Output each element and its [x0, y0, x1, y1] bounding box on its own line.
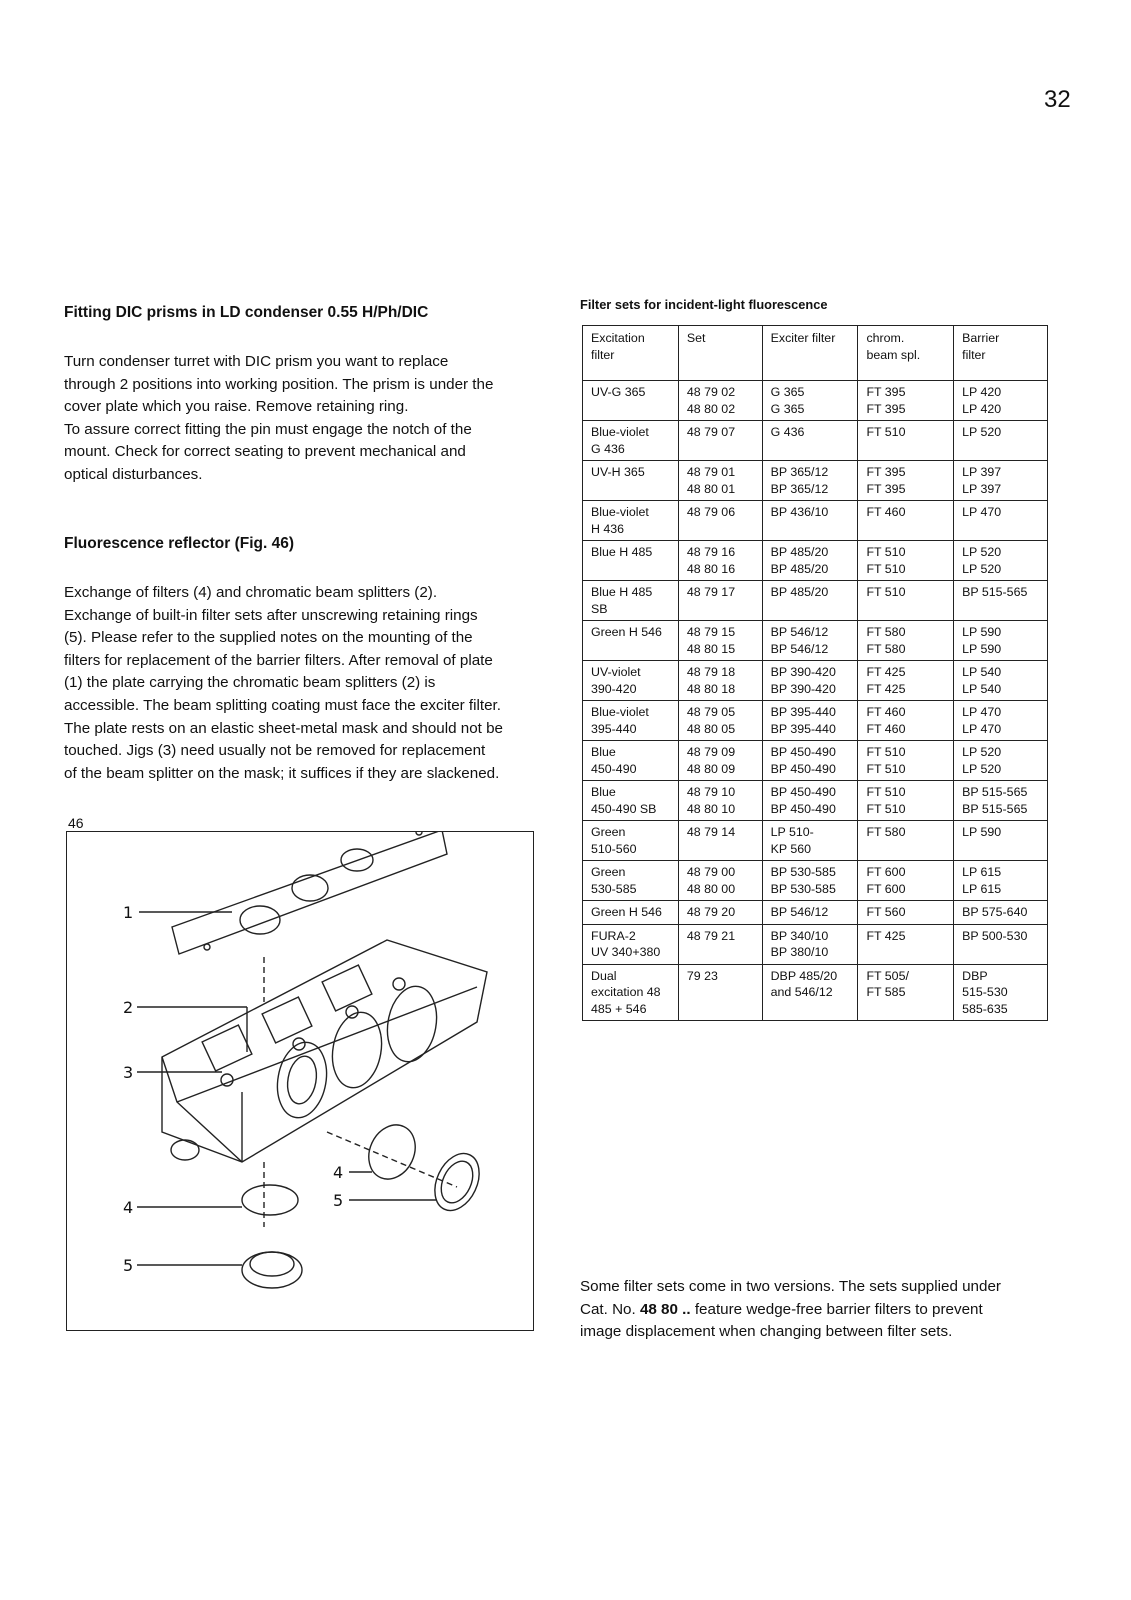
excitation-filter-cell	[583, 661, 679, 701]
callout-1: 1	[123, 903, 134, 922]
cell-text: 48 79 07	[686, 425, 736, 439]
cell-text: BP 500-530	[962, 928, 1028, 943]
table-row	[583, 621, 1048, 661]
cell-text: 48 79 00	[686, 865, 736, 879]
cell-text: FT 560	[866, 905, 906, 919]
cell-text: BP 450-490	[770, 761, 836, 776]
text-line: To assure correct fitting the pin must engage the notch of the	[64, 420, 472, 438]
callout-4: 4	[123, 1198, 134, 1217]
table-row	[583, 541, 1048, 581]
set-cell	[678, 541, 762, 581]
cell-text: 48 79 21	[686, 928, 736, 943]
excitation-filter-cell	[583, 381, 679, 421]
beam-splitter-cell	[858, 541, 954, 581]
cell-text: FT 510	[866, 561, 906, 576]
set-cell	[678, 381, 762, 421]
excitation-filter-cell	[583, 781, 679, 821]
cell-text: FT 505/	[866, 968, 909, 983]
cell-text: 48 79 18	[686, 665, 736, 679]
cat-number: 48 80 ..	[639, 1300, 691, 1318]
cell-text: BP 436/10	[770, 505, 829, 519]
text-line: The plate rests on an elastic sheet-metal mask and should not be	[64, 719, 503, 737]
cell-text: FURA-2	[591, 928, 636, 943]
cell-text: BP 575-640	[962, 905, 1028, 919]
barrier-filter-cell	[954, 861, 1048, 901]
barrier-filter-cell	[954, 621, 1048, 661]
cell-text: 530-585	[591, 881, 637, 896]
filter-sets-table	[582, 325, 1048, 1021]
set-cell	[678, 861, 762, 901]
beam-splitter-cell	[858, 581, 954, 621]
text-line: (1) the plate carrying the chromatic beam splitters (2) is	[64, 674, 436, 692]
set-cell	[678, 964, 762, 1021]
cell-text: 450-490 SB	[591, 801, 657, 816]
excitation-filter-cell	[583, 741, 679, 781]
table-row	[583, 781, 1048, 821]
cell-text: BP 390-420	[770, 665, 836, 679]
beam-splitter-cell	[858, 924, 954, 964]
beam-splitter-cell	[858, 901, 954, 925]
cell-text: 48 80 01	[686, 481, 736, 496]
cell-text: filter	[591, 347, 615, 362]
cell-text: FT 395	[866, 481, 906, 496]
header-cell	[678, 326, 762, 381]
cell-text: BP 450-490	[770, 801, 836, 816]
barrier-filter-cell	[954, 381, 1048, 421]
exciter-filter-cell	[762, 501, 858, 541]
cell-text: UV 340+380	[591, 945, 661, 959]
text-line: Exchange of built-in filter sets after unscrewing retaining rings	[64, 606, 478, 624]
text-line: touched. Jigs (3) need usually not be removed for replacement	[64, 742, 486, 760]
table-row	[583, 581, 1048, 621]
cell-text: BP 546/12	[770, 641, 829, 656]
table-row	[583, 821, 1048, 861]
text-line: accessible. The beam splitting coating must face the exciter filter.	[64, 696, 501, 714]
cell-text: LP 520	[962, 425, 1002, 439]
figure-label: 46	[68, 815, 84, 831]
cover-plate-shape	[172, 832, 447, 954]
cell-text: FT 580	[866, 641, 906, 656]
excitation-filter-cell	[583, 421, 679, 461]
cell-text: LP 520	[962, 561, 1002, 576]
barrier-filter-cell	[954, 461, 1048, 501]
excitation-filter-cell	[583, 964, 679, 1021]
text-line: (5). Please refer to the supplied notes on the mounting of the	[64, 629, 473, 647]
cell-text: 585-635	[962, 1001, 1008, 1016]
header-cell	[858, 326, 954, 381]
cell-text: FT 510	[866, 761, 906, 776]
exciter-filter-cell	[762, 964, 858, 1021]
barrier-filter-cell	[954, 581, 1048, 621]
cell-text: G 365	[770, 401, 805, 416]
cell-text: Exciter filter	[770, 331, 836, 345]
cell-text: LP 420	[962, 385, 1002, 399]
cell-text: LP 590	[962, 625, 1002, 639]
set-cell	[678, 621, 762, 661]
cell-text: FT 510	[866, 785, 906, 799]
cell-text: Blue H 485	[591, 545, 653, 559]
cell-text: 485 + 546	[591, 1001, 647, 1016]
cell-text: DBP	[962, 968, 988, 983]
header-cell	[583, 326, 679, 381]
cell-text: LP 397	[962, 465, 1002, 479]
footnote-text: Cat. No.	[580, 1300, 640, 1318]
excitation-filter-cell	[583, 861, 679, 901]
footnote-line: image displacement when changing between filter sets.	[580, 1323, 953, 1341]
cell-text: LP 615	[962, 865, 1002, 879]
table-caption: Filter sets for incident-light fluorescence	[580, 297, 828, 312]
cell-text: 48 79 05	[686, 705, 736, 719]
beam-splitter-cell	[858, 461, 954, 501]
reflector-drawing	[67, 832, 535, 1332]
cell-text: G 436	[770, 425, 805, 439]
set-cell	[678, 461, 762, 501]
cell-text: UV-H 365	[591, 465, 645, 479]
table-row	[583, 901, 1048, 925]
cell-text: 390-420	[591, 681, 637, 696]
barrier-filter-cell	[954, 421, 1048, 461]
exciter-filter-cell	[762, 541, 858, 581]
page-number: 32	[1044, 86, 1071, 113]
cell-text: LP 397	[962, 481, 1002, 496]
cell-text: 48 79 01	[686, 465, 736, 479]
beam-splitter-cell	[858, 964, 954, 1021]
cell-text: BP 485/20	[770, 585, 829, 599]
reflector-section-heading: Fluorescence reflector (Fig. 46)	[64, 535, 294, 552]
exciter-filter-cell	[762, 741, 858, 781]
callout-5: 5	[123, 1256, 134, 1275]
exciter-filter-cell	[762, 381, 858, 421]
cell-text: BP 485/20	[770, 545, 829, 559]
table-row	[583, 701, 1048, 741]
cell-text: excitation 48	[591, 985, 661, 999]
barrier-filter-cell	[954, 821, 1048, 861]
excitation-filter-cell	[583, 461, 679, 501]
cell-text: G 436	[591, 441, 625, 456]
cell-text: 48 79 17	[686, 585, 736, 599]
cell-text: FT 580	[866, 825, 906, 839]
footnote-line	[580, 1299, 1060, 1322]
cell-text: 48 80 09	[686, 761, 736, 776]
cell-text: UV-violet	[591, 665, 641, 679]
set-cell	[678, 701, 762, 741]
footnote-line: Some filter sets come in two versions. The sets supplied under	[580, 1278, 1001, 1295]
cell-text: beam spl.	[866, 347, 921, 362]
header-cell	[954, 326, 1048, 381]
table-row	[583, 661, 1048, 701]
housing-shape	[162, 940, 487, 1162]
beam-splitter-cell	[858, 661, 954, 701]
exciter-filter-cell	[762, 924, 858, 964]
exciter-filter-cell	[762, 901, 858, 925]
cell-text: BP 515-565	[962, 585, 1028, 599]
beam-splitter-cell	[858, 501, 954, 541]
cell-text: SB	[591, 601, 608, 616]
cell-text: Blue H 485	[591, 585, 653, 599]
set-cell	[678, 661, 762, 701]
cell-text: FT 425	[866, 665, 906, 679]
cell-text: Excitation	[591, 331, 645, 345]
filter-table-body	[583, 326, 1048, 1021]
cell-text: BP 515-565	[962, 785, 1028, 799]
excitation-filter-cell	[583, 621, 679, 661]
cell-text: chrom.	[866, 331, 905, 345]
cell-text: LP 420	[962, 401, 1002, 416]
cell-text: 48 79 20	[686, 905, 736, 919]
text-line: Turn condenser turret with DIC prism you want to replace	[64, 353, 449, 370]
table-row	[583, 741, 1048, 781]
cell-text: FT 460	[866, 721, 906, 736]
barrier-filter-cell	[954, 741, 1048, 781]
exciter-filter-cell	[762, 461, 858, 501]
callout-5-right: 5	[333, 1191, 344, 1210]
cell-text: 48 79 15	[686, 625, 736, 639]
barrier-filter-cell	[954, 924, 1048, 964]
beam-splitter-cell	[858, 741, 954, 781]
cell-text: LP 540	[962, 681, 1002, 696]
cell-text: LP 510-	[770, 825, 814, 839]
cell-text: LP 520	[962, 761, 1002, 776]
beam-splitter-cell	[858, 861, 954, 901]
exciter-filter-cell	[762, 661, 858, 701]
callout-2: 2	[123, 998, 134, 1017]
cell-text: Dual	[591, 968, 617, 983]
beam-splitter-cell	[858, 381, 954, 421]
cell-text: 48 80 02	[686, 401, 736, 416]
cell-text: BP 530-585	[770, 881, 836, 896]
exciter-filter-cell	[762, 821, 858, 861]
beam-splitter-cell	[858, 821, 954, 861]
set-cell	[678, 581, 762, 621]
set-cell	[678, 421, 762, 461]
exciter-filter-cell	[762, 421, 858, 461]
barrier-filter-cell	[954, 501, 1048, 541]
cell-text: 48 80 16	[686, 561, 736, 576]
cell-text: 48 79 16	[686, 545, 736, 559]
table-row	[583, 924, 1048, 964]
table-row	[583, 501, 1048, 541]
cell-text: Blue	[591, 745, 616, 759]
cell-text: 48 79 09	[686, 745, 736, 759]
cell-text: Green	[591, 825, 626, 839]
cell-text: and 546/12	[770, 985, 833, 999]
cell-text: G 365	[770, 385, 805, 399]
cell-text: FT 460	[866, 705, 906, 719]
cell-text: filter	[962, 347, 986, 362]
cell-text: BP 485/20	[770, 561, 829, 576]
text-line: through 2 positions into working position. The prism is under the	[64, 375, 494, 393]
cell-text: BP 395-440	[770, 721, 836, 736]
header-cell	[762, 326, 858, 381]
reflector-figure	[66, 831, 534, 1331]
cell-text: FT 600	[866, 865, 906, 879]
reflector-section-body	[64, 582, 564, 785]
beam-splitter-cell	[858, 621, 954, 661]
dic-section-heading: Fitting DIC prisms in LD condenser 0.55 H/Ph/DIC	[64, 304, 429, 321]
text-line: cover plate which you raise. Remove retaining ring.	[64, 398, 409, 416]
cell-text: FT 395	[866, 465, 906, 479]
cell-text: Green H 546	[591, 905, 662, 919]
cell-text: FT 585	[866, 985, 906, 999]
cell-text: H 436	[591, 521, 625, 536]
excitation-filter-cell	[583, 581, 679, 621]
set-cell	[678, 501, 762, 541]
cell-text: BP 450-490	[770, 785, 836, 799]
table-row	[583, 964, 1048, 1021]
set-cell	[678, 821, 762, 861]
cell-text: LP 470	[962, 721, 1002, 736]
cell-text: 79 23	[686, 968, 718, 983]
barrier-filter-cell	[954, 781, 1048, 821]
cell-text: LP 540	[962, 665, 1002, 679]
callout-3: 3	[123, 1063, 134, 1082]
cell-text: Blue-violet	[591, 425, 649, 439]
cell-text: 515-530	[962, 985, 1008, 999]
set-cell	[678, 741, 762, 781]
set-cell	[678, 781, 762, 821]
cell-text: FT 425	[866, 928, 906, 943]
beam-splitter-cell	[858, 421, 954, 461]
cell-text: Blue	[591, 785, 616, 799]
set-cell	[678, 924, 762, 964]
barrier-filter-cell	[954, 541, 1048, 581]
table-row	[583, 381, 1048, 421]
cell-text: FT 600	[866, 881, 906, 896]
callout-4-right: 4	[333, 1163, 344, 1182]
beam-splitter-cell	[858, 781, 954, 821]
cell-text: UV-G 365	[591, 385, 646, 399]
table-row	[583, 861, 1048, 901]
table-row	[583, 461, 1048, 501]
cell-text: Set	[686, 331, 706, 345]
cell-text: Blue-violet	[591, 705, 649, 719]
text-line: Exchange of filters (4) and chromatic beam splitters (2).	[64, 584, 438, 601]
set-cell	[678, 901, 762, 925]
exciter-filter-cell	[762, 621, 858, 661]
barrier-filter-cell	[954, 661, 1048, 701]
cell-text: LP 615	[962, 881, 1002, 896]
cell-text: BP 365/12	[770, 481, 829, 496]
cell-text: 48 79 14	[686, 825, 736, 839]
cell-text: 48 80 05	[686, 721, 736, 736]
cell-text: 48 80 00	[686, 881, 736, 896]
barrier-filter-cell	[954, 901, 1048, 925]
cell-text: BP 380/10	[770, 945, 829, 959]
cell-text: BP 546/12	[770, 905, 829, 919]
exciter-filter-cell	[762, 861, 858, 901]
excitation-filter-cell	[583, 541, 679, 581]
cell-text: FT 510	[866, 545, 906, 559]
cell-text: BP 450-490	[770, 745, 836, 759]
cell-text: FT 580	[866, 625, 906, 639]
cell-text: LP 590	[962, 641, 1002, 656]
table-header-row	[583, 326, 1048, 381]
cell-text: FT 510	[866, 425, 906, 439]
text-line: optical disturbances.	[64, 465, 203, 483]
cell-text: FT 510	[866, 745, 906, 759]
cell-text: 48 79 06	[686, 505, 736, 519]
cell-text: KP 560	[770, 841, 812, 856]
cell-text: LP 470	[962, 705, 1002, 719]
beam-splitter-cell	[858, 701, 954, 741]
cell-text: FT 510	[866, 801, 906, 816]
cell-text: DBP 485/20	[770, 968, 838, 983]
cell-text: 510-560	[591, 841, 637, 856]
cell-text: BP 365/12	[770, 465, 829, 479]
cell-text: 48 80 18	[686, 681, 736, 696]
excitation-filter-cell	[583, 821, 679, 861]
cell-text: Green	[591, 865, 626, 879]
cell-text: 48 80 10	[686, 801, 736, 816]
exciter-filter-cell	[762, 701, 858, 741]
table-footnote	[580, 1276, 1060, 1344]
excitation-filter-cell	[583, 924, 679, 964]
cell-text: LP 590	[962, 825, 1002, 839]
cell-text: BP 390-420	[770, 681, 836, 696]
excitation-filter-cell	[583, 501, 679, 541]
cell-text: FT 395	[866, 385, 906, 399]
cell-text: FT 460	[866, 505, 906, 519]
cell-text: BP 395-440	[770, 705, 836, 719]
cell-text: BP 515-565	[962, 801, 1028, 816]
cell-text: 395-440	[591, 721, 637, 736]
cell-text: Green H 546	[591, 625, 662, 639]
cell-text: LP 470	[962, 505, 1002, 519]
cell-text: 450-490	[591, 761, 637, 776]
barrier-filter-cell	[954, 964, 1048, 1021]
cell-text: FT 425	[866, 681, 906, 696]
cell-text: BP 546/12	[770, 625, 829, 639]
exciter-filter-cell	[762, 581, 858, 621]
table-row	[583, 421, 1048, 461]
cell-text: FT 510	[866, 585, 906, 599]
footnote-text: feature wedge-free barrier filters to prevent	[690, 1300, 983, 1318]
cell-text: BP 340/10	[770, 928, 829, 943]
cell-text: LP 520	[962, 545, 1002, 559]
cell-text: Blue-violet	[591, 505, 649, 519]
dic-section-body	[64, 351, 564, 487]
text-line: of the beam splitter on the mask; it suffices if they are slackened.	[64, 764, 500, 782]
cell-text: FT 395	[866, 401, 906, 416]
cell-text: Barrier	[962, 331, 1000, 345]
text-line: mount. Check for correct seating to prevent mechanical and	[64, 443, 466, 461]
text-line: filters for replacement of the barrier filters. After removal of plate	[64, 651, 493, 669]
cell-text: LP 520	[962, 745, 1002, 759]
cell-text: BP 530-585	[770, 865, 836, 879]
excitation-filter-cell	[583, 901, 679, 925]
cell-text: 48 79 02	[686, 385, 736, 399]
cell-text: 48 79 10	[686, 785, 736, 799]
exciter-filter-cell	[762, 781, 858, 821]
barrier-filter-cell	[954, 701, 1048, 741]
cell-text: 48 80 15	[686, 641, 736, 656]
excitation-filter-cell	[583, 701, 679, 741]
